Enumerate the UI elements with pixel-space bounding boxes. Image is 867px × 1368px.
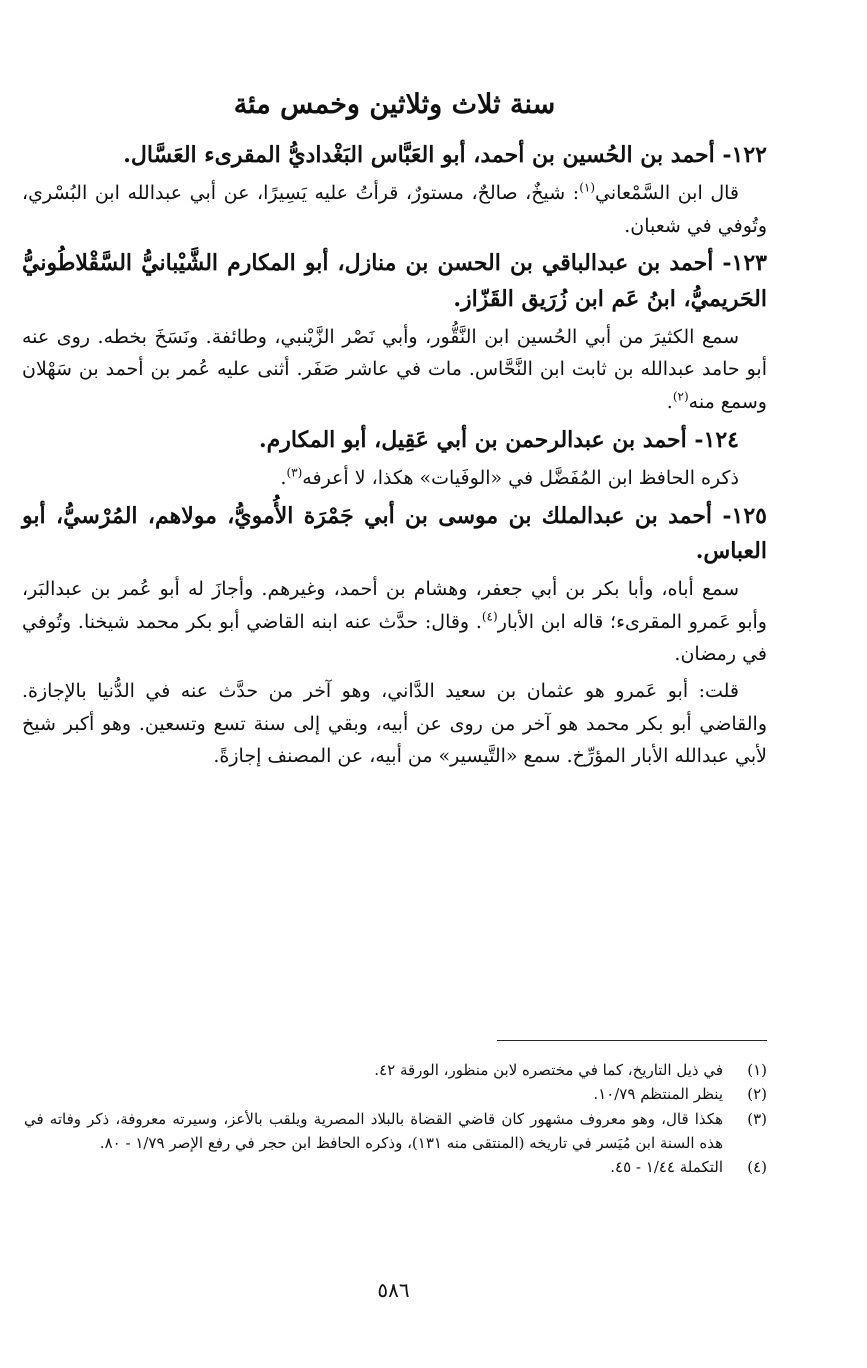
page-title: سنة ثلاث وثلاثين وخمس مئة: [233, 89, 556, 120]
footnote-item: [24, 1082, 767, 1106]
page-number: ٥٨٦: [377, 1278, 410, 1302]
footnotes-divider: [497, 1040, 767, 1041]
footnote-number: (٢): [747, 1085, 767, 1104]
paragraph-text: .: [666, 391, 673, 414]
entry-paragraph: [22, 462, 767, 495]
entry-paragraph: [22, 321, 767, 419]
footnote-item: [24, 1107, 767, 1156]
footnote-ref[interactable]: (٤): [481, 609, 498, 624]
footnote-number: (٣): [747, 1109, 767, 1128]
entry-heading: ١٢٢- أحمد بن الحُسين بن أحمد، أبو العَبَّاس البَغْداديُّ المقرىء العَسَّال.: [123, 141, 767, 168]
footnote-ref[interactable]: (١): [579, 180, 596, 195]
footnote-text: في ذيل التاريخ، كما في مختصره لابن منظور، الورقة ٤٢.: [374, 1061, 723, 1079]
paragraph-text: قال ابن السَّمْعاني: [595, 181, 739, 204]
entry-paragraph: [22, 177, 767, 242]
footnote-text: هكذا قال، وهو معروف مشهور كان قاضي القضاة بالبلاد المصرية ويلقب بالأعز، وسيرته معروفة، ذكر وفاته في هذه السنة ابن مُيَسر في تاريخه (المنتقى منه ١٣١)، وذكره الحافظ ابن حجر في رفع الإصر ١/٧٩ - ٨٠.: [24, 1109, 723, 1152]
entry-heading: ١٢٣- أحمد بن عبدالباقي بن الحسن بن منازل، أبو المكارم الشَّيْبانيُّ السَّقْلاطُونيُّ الحَريميُّ، ابنُ عَم ابن زُرَيق القَزّاز.: [22, 250, 767, 312]
footnote-item: [24, 1155, 767, 1179]
paragraph-text: سمع الكثيرَ من أبي الحُسين ابن النَّقُّور، وأبي نَصْر الزَّيْنبي، وطائفة. ونَسَخَ بخطه. روى عنه أبو حامد عبدالله بن ثابت ابن النَّحَّاس. مات في عاشر صَفَر. أثنى عليه عُمر بن أحمد بن سَهْلان وسمع منه: [22, 325, 767, 414]
paragraph-text: سمع أباه، وأبا بكر بن أبي جعفر، وهشام بن أحمد، وغيرهم. وأجازَ له أبو عُمر بن عبدالبَر، وأبو عَمرو المقرىء؛ قاله ابن الأبار: [22, 577, 767, 633]
footnote-number: (٤): [747, 1158, 767, 1177]
footnote-text: ينظر المنتظم ١٠/٧٩.: [593, 1085, 723, 1104]
footnote-text: التكملة ١/٤٤ - ٤٥.: [610, 1158, 723, 1177]
footnote-item: [24, 1058, 767, 1082]
entry-heading: ١٢٥- أحمد بن عبدالملك بن موسى بن أبي جَمْرَة الأُمويُّ، مولاهم، المُرْسيُّ، أبو العباس.: [22, 502, 767, 564]
entry-paragraph: [22, 573, 767, 671]
paragraph-text: قلت: أبو عَمرو هو عثمان بن سعيد الدَّاني، وهو آخر من حدَّث عنه في الدُّنيا بالإجازة. والقاضي أبو بكر محمد هو آخر من روى عن أبيه، وبقي إلى سنة تسع وتسعين. وهو أكبر شيخ لأبي عبدالله الأبار المؤرِّخ. سمع «التَّيسير» من أبيه، عن المصنف إجازةً.: [22, 679, 767, 768]
paragraph-text: : شيخٌ، صالحٌ، مستورٌ، قرأتُ عليه يَسِيرًا، عن أبي عبدالله ابن البُسْري، وتُوفي في شعبان.: [22, 181, 767, 237]
footnote-ref[interactable]: (٣): [286, 465, 303, 480]
footnote-number: (١): [747, 1061, 767, 1079]
footnotes: [24, 1058, 767, 1179]
entry-heading: ١٢٤- أحمد بن عبدالرحمن بن أبي عَقِيل، أبو المكارم.: [258, 426, 739, 453]
entry-paragraph: [22, 675, 767, 773]
paragraph-text: .: [280, 466, 287, 489]
paragraph-text: . وقال: حدَّث عنه ابنه القاضي أبو بكر محمد شيخنا. وتُوفي في رمضان.: [22, 610, 767, 666]
footnote-ref[interactable]: (٢): [672, 389, 689, 404]
paragraph-text: ذكره الحافظ ابن المُفَضَّل في «الوفَيات» هكذا، لا أعرفه: [302, 466, 739, 489]
